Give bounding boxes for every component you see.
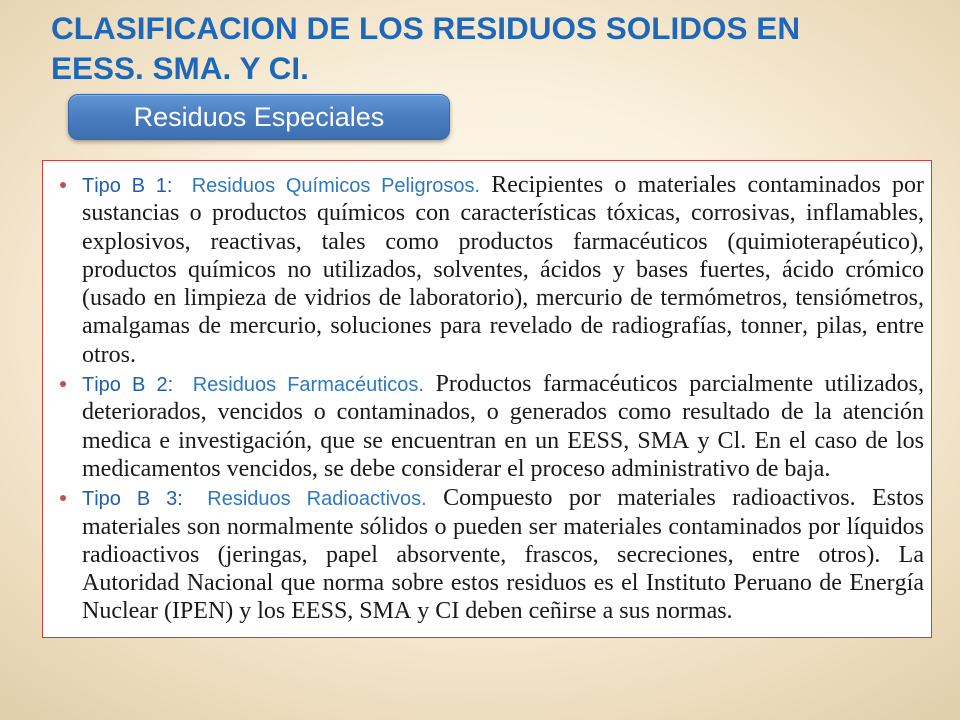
section-label-banner — [68, 94, 450, 140]
item-name: Residuos Radioactivos. — [207, 488, 427, 511]
item-description: Productos farmacéuticos parcialmente utilizados, deteriorados, vencidos o contaminados, o generados como resultado de la atención medica e investigación, que se encuentran en un EESS, SMA y Cl. En el caso de los medicamentos vencidos, se debe considerar el proceso administrativo de baja. — [82, 371, 924, 482]
bullet-icon — [60, 381, 66, 387]
list-item — [82, 370, 924, 483]
content-box — [42, 160, 932, 638]
bullet-icon — [60, 495, 66, 501]
slide-title: CLASIFICACION DE LOS RESIDUOS SOLIDOS EN EESS. SMA. Y CI. — [51, 10, 801, 86]
bullet-icon — [60, 182, 66, 188]
item-name: Residuos Químicos Peligrosos. — [191, 175, 481, 197]
list-item — [82, 484, 924, 625]
item-type-label: Tipo B 1: — [82, 175, 173, 197]
item-description: Compuesto por materiales radioactivos. Estos materiales son normalmente sólidos o pueden ser materiales contaminados por líquidos radioactivos (jeringas, papel absorvente, frascos, secreciones, entre otros). La Autoridad Nacional que norma sobre estos residuos es el Instituto Peruano de Energía Nuclear (IPEN) y los EESS, SMA y CI deben ceñirse a sus normas. — [82, 485, 925, 625]
item-type-label: Tipo B 3: — [82, 488, 183, 511]
section-label-text: Residuos Especiales — [133, 102, 385, 132]
item-type-label: Tipo B 2: — [82, 374, 174, 397]
item-description: Recipientes o materiales contaminados por sustancias o productos químicos con características tóxicas, corrosivas, inflamables, explosivos, reactivas, tales como productos farmacéuticos (quimioterapéutico), productos químicos no utilizados, solventes, ácidos y bases fuertes, ácido crómico (usado en limpieza de vidrios de laboratorio), mercurio de termómetros, tensiómetros, amalgamas de mercurio, soluciones para revelado de radiografías, tonner, pilas, entre otros. — [82, 172, 924, 368]
list-item — [82, 171, 924, 369]
item-name: Residuos Farmacéuticos. — [192, 374, 424, 397]
